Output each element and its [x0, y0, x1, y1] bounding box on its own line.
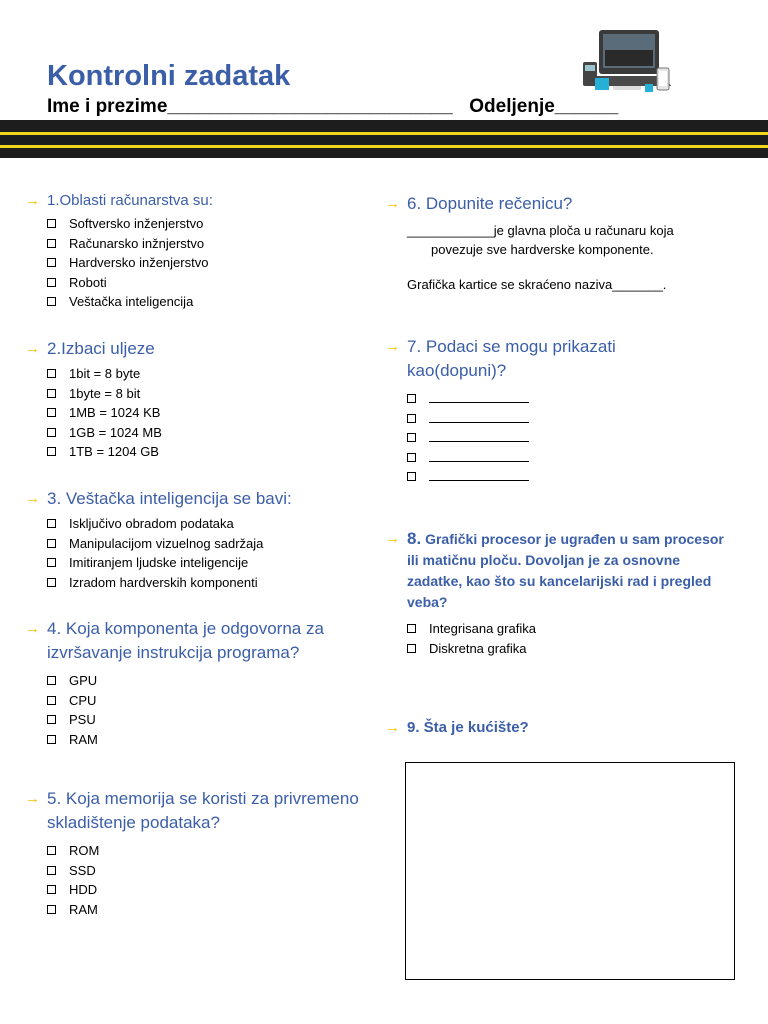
checkbox-icon[interactable] — [407, 433, 416, 442]
blank-item[interactable] — [407, 467, 647, 487]
option-item[interactable] — [47, 573, 377, 593]
option-label: Softversko inženjerstvo — [69, 216, 204, 231]
blank-line[interactable] — [429, 450, 529, 462]
option-item[interactable] — [47, 534, 377, 554]
option-label: Roboti — [69, 274, 107, 290]
option-item[interactable] — [47, 234, 377, 254]
question-1-label — [25, 190, 377, 211]
checkbox-icon[interactable] — [407, 453, 416, 462]
checkbox-icon[interactable] — [47, 258, 56, 267]
laptop-devices-icon — [583, 28, 683, 105]
question-3-text: 3. Veštačka inteligencija se bavi: — [47, 489, 292, 508]
checkbox-icon[interactable] — [47, 447, 56, 456]
question-9-label — [385, 717, 727, 738]
answer-box[interactable] — [405, 762, 735, 980]
option-label: ROM — [69, 843, 100, 858]
arrow-right-icon: → — [25, 790, 40, 807]
arrow-right-icon: → — [385, 530, 400, 547]
arrow-right-icon: → — [25, 490, 40, 507]
checkbox-icon[interactable] — [407, 414, 416, 423]
question-4-options — [47, 671, 377, 749]
option-item[interactable] — [47, 403, 377, 423]
band-stripe-bottom — [0, 145, 768, 148]
question-4-text: 4. Koja komponenta je odgovorna za izvršavanje instrukcija programa? — [47, 619, 324, 662]
blank-item[interactable] — [407, 389, 647, 409]
option-label: Izradom hardverskih komponenti — [69, 574, 258, 590]
option-item[interactable] — [47, 442, 377, 462]
option-label: 1byte = 8 bit — [69, 385, 141, 401]
header-band — [0, 120, 768, 158]
name-label: Ime i prezime___________________________ — [47, 96, 453, 117]
checkbox-icon[interactable] — [47, 735, 56, 744]
question-2-text: 2.Izbaci uljeze — [47, 339, 155, 358]
option-item[interactable] — [47, 384, 377, 404]
question-7-label — [385, 335, 647, 383]
checkbox-icon[interactable] — [47, 905, 56, 914]
question-9 — [385, 717, 727, 738]
question-3-options — [47, 514, 377, 592]
option-label: 1TB = 1204 GB — [69, 444, 159, 460]
option-item[interactable] — [47, 710, 377, 730]
question-1 — [25, 190, 377, 312]
option-label: PSU — [69, 712, 96, 728]
question-8-number: 8. — [407, 529, 422, 548]
option-item[interactable] — [47, 364, 377, 384]
checkbox-icon[interactable] — [407, 394, 416, 403]
option-label: 1GB = 1024 MB — [69, 424, 162, 440]
blank-item[interactable] — [407, 409, 647, 429]
question-1-options — [47, 214, 377, 312]
question-2-label — [25, 337, 377, 361]
checkbox-icon[interactable] — [47, 389, 56, 398]
option-label: Diskretna grafika — [429, 640, 527, 656]
checkbox-icon[interactable] — [47, 219, 56, 228]
option-label: Računarsko inžnjerstvo — [69, 235, 205, 251]
checkbox-icon[interactable] — [47, 866, 56, 875]
class-label: Odeljenje______ — [469, 96, 619, 117]
fill-sentence-1a: ____________je glavna ploča u računaru koja — [407, 223, 674, 238]
arrow-right-icon: → — [25, 340, 40, 357]
band-stripe-top — [0, 132, 768, 135]
fill-sentence-1 — [407, 221, 737, 259]
option-label: SSD — [69, 862, 96, 878]
checkbox-icon[interactable] — [47, 539, 56, 548]
question-1-text: 1.Oblasti računarstva su: — [47, 192, 213, 209]
checkbox-icon[interactable] — [47, 885, 56, 894]
option-item[interactable] — [47, 671, 377, 691]
arrow-right-icon: → — [25, 620, 40, 637]
question-8-text: Grafički procesor je ugrađen u sam procesor ili matičnu ploču. Dovoljan je za osnovne zadatke, kao što su kancelarijski rad i pregled veba? — [407, 531, 724, 610]
checkbox-icon[interactable] — [47, 519, 56, 528]
fill-sentence-1b: povezuje sve hardverske komponente. — [431, 242, 654, 257]
question-2 — [25, 337, 377, 462]
option-item[interactable] — [47, 880, 377, 900]
question-8 — [385, 528, 727, 658]
option-item[interactable] — [47, 214, 377, 234]
checkbox-icon[interactable] — [47, 696, 56, 705]
arrow-right-icon: → — [25, 192, 40, 209]
question-5-options — [47, 841, 377, 919]
checkbox-icon[interactable] — [47, 239, 56, 248]
arrow-right-icon: → — [385, 338, 400, 355]
option-label: CPU — [69, 692, 97, 708]
blank-item[interactable] — [407, 428, 647, 448]
option-item[interactable] — [47, 553, 377, 573]
checkbox-icon[interactable] — [407, 624, 416, 633]
option-label: HDD — [69, 882, 98, 898]
blank-line[interactable] — [429, 430, 529, 442]
option-label: Veštačka inteligencija — [69, 294, 194, 310]
blank-line[interactable] — [429, 411, 529, 423]
option-item[interactable] — [47, 514, 377, 534]
question-8-label — [385, 528, 727, 613]
question-9-text: 9. Šta je kućište? — [407, 719, 529, 736]
option-label: RAM — [69, 901, 98, 917]
blank-line[interactable] — [429, 469, 529, 481]
question-6-label — [385, 192, 737, 216]
option-label: 1MB = 1024 KB — [69, 405, 161, 421]
arrow-right-icon: → — [385, 195, 400, 212]
option-item[interactable] — [47, 273, 377, 293]
option-label: RAM — [69, 731, 98, 747]
option-label: GPU — [69, 673, 98, 688]
question-7 — [385, 335, 647, 487]
option-label: 1bit = 8 byte — [69, 366, 141, 381]
checkbox-icon[interactable] — [47, 278, 56, 287]
checkbox-icon[interactable] — [47, 408, 56, 417]
question-5-label — [25, 787, 377, 835]
option-item[interactable] — [47, 900, 377, 920]
question-4 — [25, 617, 377, 749]
question-3-label — [25, 487, 377, 511]
question-8-options — [407, 619, 727, 658]
checkbox-icon[interactable] — [47, 297, 56, 306]
checkbox-icon[interactable] — [47, 558, 56, 567]
option-label: Imitiranjem ljudske inteligencije — [69, 555, 249, 571]
checkbox-icon[interactable] — [47, 846, 56, 855]
question-3 — [25, 487, 377, 592]
checkbox-icon[interactable] — [47, 578, 56, 587]
checkbox-icon[interactable] — [47, 715, 56, 724]
option-label: Hardversko inženjerstvo — [69, 255, 209, 271]
page-title: Kontrolni zadatak — [47, 60, 291, 92]
question-7-blanks — [407, 389, 647, 487]
option-item[interactable] — [47, 861, 377, 881]
blank-line[interactable] — [429, 391, 529, 403]
option-label: Integrisana grafika — [429, 621, 536, 636]
blank-item[interactable] — [407, 448, 647, 468]
option-label: Isključivo obradom podataka — [69, 516, 234, 531]
checkbox-icon[interactable] — [407, 644, 416, 653]
option-item[interactable] — [407, 619, 727, 639]
fill-sentence-2: Grafička kartice se skraćeno naziva_______. — [407, 277, 667, 292]
option-item[interactable] — [407, 639, 727, 659]
question-5-text: 5. Koja memorija se koristi za privremeno skladištenje podataka? — [47, 789, 359, 832]
question-5 — [25, 787, 377, 919]
checkbox-icon[interactable] — [47, 428, 56, 437]
option-item[interactable] — [47, 730, 377, 750]
checkbox-icon[interactable] — [407, 472, 416, 481]
option-item[interactable] — [47, 691, 377, 711]
checkbox-icon[interactable] — [47, 676, 56, 685]
question-4-label — [25, 617, 377, 665]
option-item[interactable] — [47, 841, 377, 861]
question-7-text: 7. Podaci se mogu prikazati kao(dopuni)? — [407, 337, 616, 380]
question-6-text: 6. Dopunite rečenicu? — [407, 194, 573, 213]
arrow-right-icon: → — [385, 719, 400, 736]
checkbox-icon[interactable] — [47, 369, 56, 378]
option-item[interactable] — [47, 253, 377, 273]
question-2-options — [47, 364, 377, 462]
option-item[interactable] — [47, 292, 377, 312]
name-class-line — [47, 96, 618, 118]
option-label: Manipulacijom vizuelnog sadržaja — [69, 535, 264, 551]
question-6 — [385, 192, 737, 294]
option-item[interactable] — [47, 423, 377, 443]
